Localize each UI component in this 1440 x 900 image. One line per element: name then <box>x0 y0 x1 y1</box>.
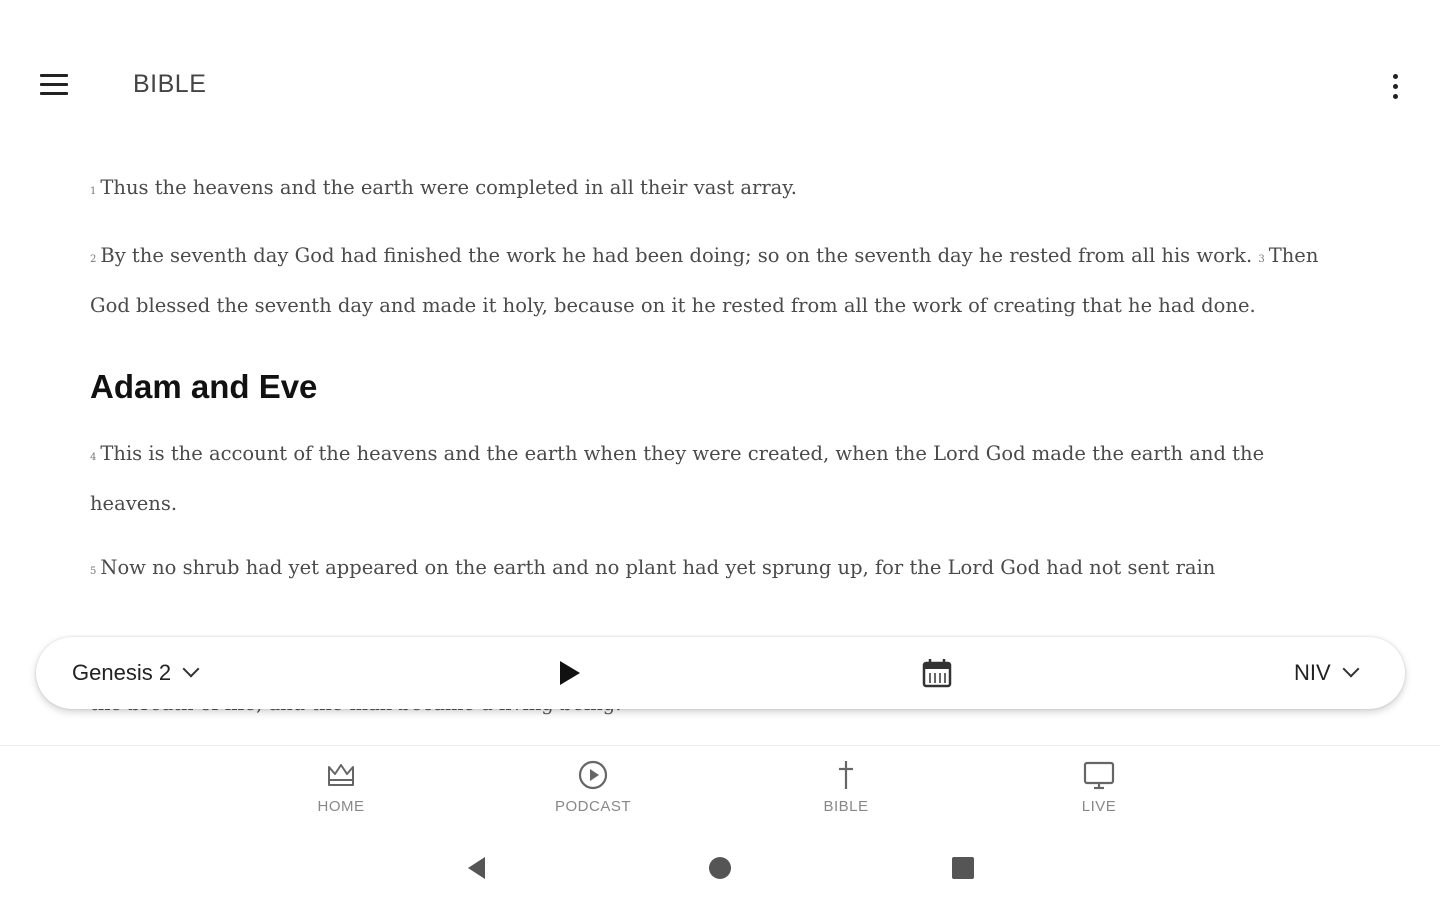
chapter-toolbar <box>36 637 1405 709</box>
verse-4 <box>90 431 1350 527</box>
verses-2-3 <box>90 233 1350 329</box>
play-circle-icon <box>576 758 610 792</box>
hamburger-menu-icon[interactable] <box>30 64 78 104</box>
system-navigation-bar <box>0 835 1440 900</box>
verse-number: 4 <box>90 452 97 463</box>
bottom-navigation <box>0 745 1440 835</box>
nav-label: BIBLE <box>823 798 869 815</box>
nav-item-home[interactable] <box>281 758 401 828</box>
app-bar <box>0 0 1440 140</box>
nav-label: LIVE <box>1081 798 1117 815</box>
verse-text: This is the account of the heavens and the earth when they were created, when the Lord God made the earth and the heavens. <box>90 442 1265 515</box>
crown-icon <box>324 758 358 792</box>
nav-item-live[interactable] <box>1039 758 1159 828</box>
nav-item-podcast[interactable] <box>533 758 653 828</box>
verse-number: 5 <box>90 566 97 577</box>
verse-number: 3 <box>1258 254 1265 265</box>
version-label: NIV <box>1294 660 1331 685</box>
verse-number: 2 <box>90 254 97 265</box>
verse-1 <box>90 165 1350 215</box>
monitor-icon <box>1082 758 1116 792</box>
verse-text: Thus the heavens and the earth were completed in all their vast array. <box>100 176 797 199</box>
play-icon[interactable] <box>554 655 586 691</box>
verse-number: 1 <box>90 186 97 197</box>
verse-text: By the seventh day God had finished the work he had been doing; so on the seventh day he rested from all his work. <box>100 244 1253 267</box>
verse-text: Then God blessed the seventh day and made it holy, because on it he rested from all the work of creating that he had done. <box>90 244 1319 317</box>
verse-5 <box>90 545 1350 595</box>
back-triangle-icon[interactable] <box>462 853 492 883</box>
book-chapter-selector[interactable] <box>72 657 197 689</box>
more-vertical-icon[interactable] <box>1378 66 1412 106</box>
book-chapter-label: Genesis 2 <box>72 660 172 685</box>
calendar-icon[interactable] <box>921 657 953 689</box>
version-selector[interactable] <box>1294 657 1357 689</box>
recents-square-icon[interactable] <box>948 853 978 883</box>
nav-label: HOME <box>317 798 365 815</box>
cross-icon <box>829 758 863 792</box>
page-title: BIBLE <box>133 70 207 98</box>
chevron-down-icon <box>183 661 200 678</box>
section-heading: Adam and Eve <box>90 368 318 405</box>
home-circle-icon[interactable] <box>705 853 735 883</box>
nav-label: PODCAST <box>554 798 631 815</box>
chevron-down-icon <box>1342 661 1359 678</box>
nav-item-bible[interactable] <box>786 758 906 828</box>
verse-text: Now no shrub had yet appeared on the earth and no plant had yet sprung up, for the Lord God had not sent rain <box>100 556 1216 579</box>
